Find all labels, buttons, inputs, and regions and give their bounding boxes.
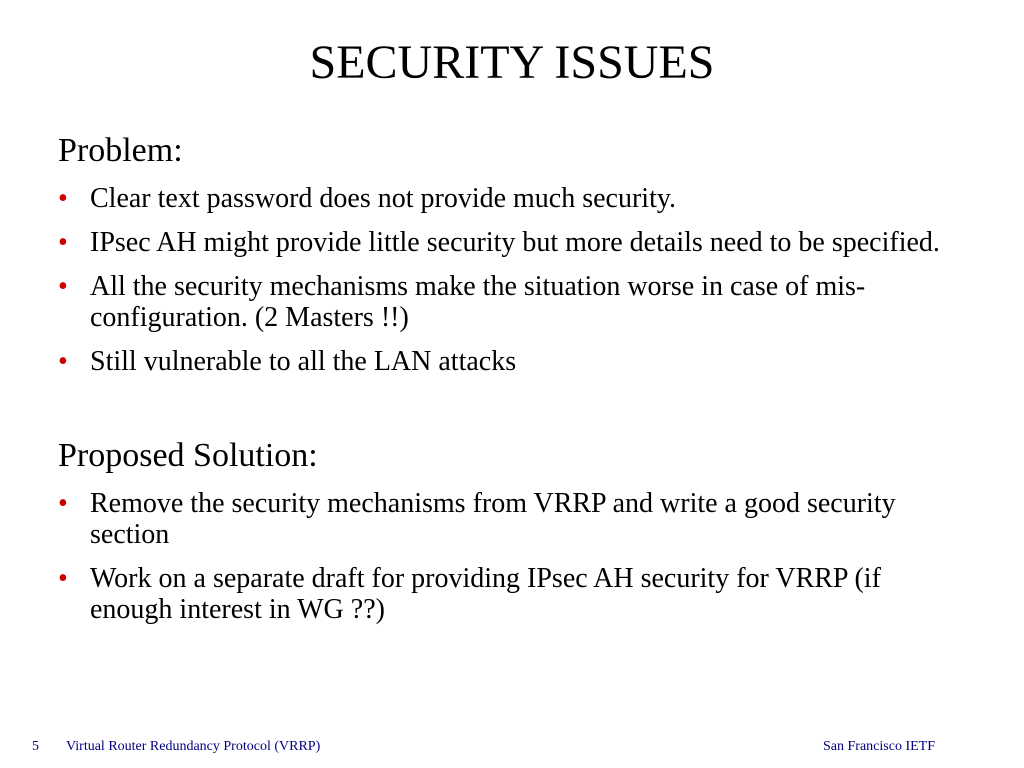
- bullet-text-line: enough interest in WG ??): [90, 594, 385, 625]
- bullet-text-line: section: [90, 519, 170, 550]
- section-heading-proposed-solution: Proposed Solution:: [58, 437, 318, 474]
- bullet-icon: •: [58, 563, 68, 594]
- bullet-list-proposed-solution: [0, 488, 1024, 638]
- footer-presentation-title: Virtual Router Redundancy Protocol (VRRP): [66, 739, 321, 754]
- bullet-icon: •: [58, 346, 68, 377]
- bullet-text-line: All the security mechanisms make the situation worse in case of mis-: [90, 271, 866, 302]
- bullet-text-line: Remove the security mechanisms from VRRP and write a good security: [90, 488, 896, 519]
- bullet-item: [0, 183, 1024, 214]
- slide-title: SECURITY ISSUES: [309, 36, 715, 89]
- bullet-list-problem: [0, 183, 1024, 390]
- bullet-text-line: Still vulnerable to all the LAN attacks: [90, 346, 517, 377]
- section-heading-problem: Problem:: [58, 132, 183, 169]
- bullet-text-line: Clear text password does not provide much security.: [90, 183, 677, 214]
- footer-page-number: 5: [32, 739, 39, 754]
- bullet-text-line: Work on a separate draft for providing IPsec AH security for VRRP (if: [90, 563, 881, 594]
- bullet-item: [0, 488, 1024, 550]
- footer-event-name: San Francisco IETF: [823, 739, 935, 754]
- bullet-icon: •: [58, 488, 68, 519]
- bullet-text-line: IPsec AH might provide little security but more details need to be specified.: [90, 227, 940, 258]
- bullet-icon: •: [58, 227, 68, 258]
- bullet-text-line: configuration. (2 Masters !!): [90, 302, 409, 333]
- bullet-item: [0, 271, 1024, 333]
- bullet-item: [0, 563, 1024, 625]
- bullet-icon: •: [58, 271, 68, 302]
- bullet-icon: •: [58, 183, 68, 214]
- bullet-item: [0, 227, 1024, 258]
- bullet-item: [0, 346, 1024, 377]
